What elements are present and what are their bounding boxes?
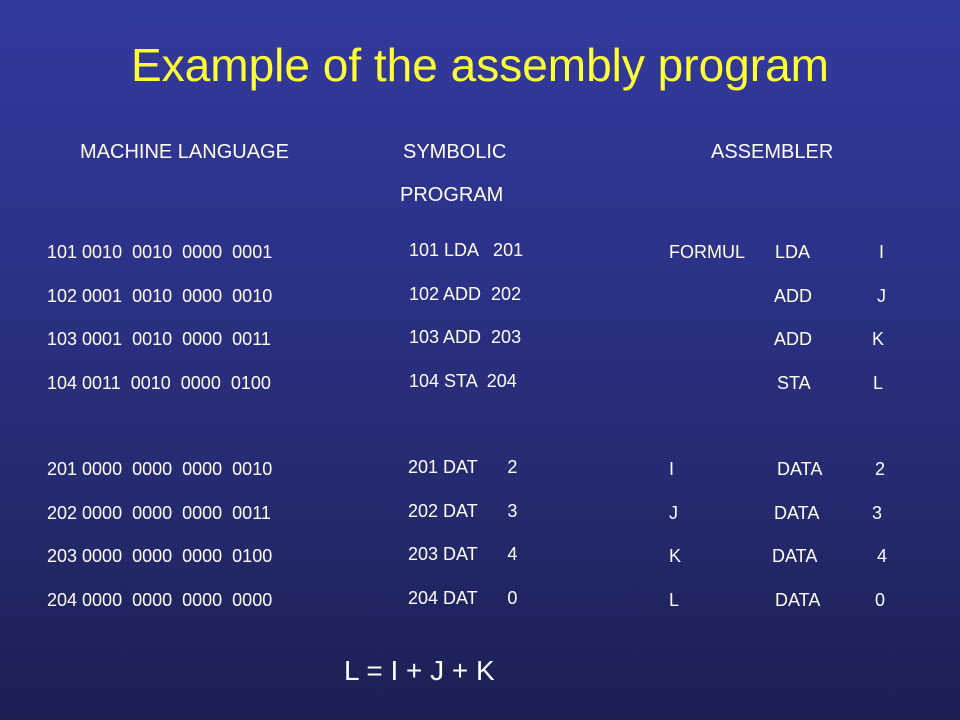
assembler-label: FORMUL xyxy=(669,242,745,262)
machine-row: 103 0001 0010 0000 0011 xyxy=(47,329,271,349)
machine-row: 204 0000 0000 0000 0000 xyxy=(47,590,273,610)
assembler-label: J xyxy=(669,503,678,523)
assembler-op: DATA xyxy=(775,590,821,610)
assembler-arg: 3 xyxy=(872,503,883,523)
header-assembler: ASSEMBLER xyxy=(711,141,834,163)
symbolic-row: 103 ADD 203 xyxy=(409,327,522,347)
assembler-label: K xyxy=(669,546,682,566)
assembler-arg: J xyxy=(877,286,886,306)
assembler-op: ADD xyxy=(774,286,813,306)
machine-row: 201 0000 0000 0000 0010 xyxy=(47,459,273,479)
machine-row: 102 0001 0010 0000 0010 xyxy=(47,286,273,306)
assembler-op: DATA xyxy=(777,459,823,479)
formula: L = I + J + K xyxy=(344,655,495,686)
header-program: PROGRAM xyxy=(400,184,504,206)
assembler-op: DATA xyxy=(772,546,818,566)
symbolic-row: 203 DAT 4 xyxy=(408,544,518,564)
assembler-op: DATA xyxy=(774,503,820,523)
symbolic-row: 102 ADD 202 xyxy=(409,284,522,304)
symbolic-row: 202 DAT 3 xyxy=(408,501,518,521)
assembler-arg: 2 xyxy=(875,459,886,479)
machine-row: 203 0000 0000 0000 0100 xyxy=(47,546,273,566)
assembler-arg: I xyxy=(879,242,885,262)
assembler-arg: 4 xyxy=(877,546,888,566)
machine-row: 101 0010 0010 0000 0001 xyxy=(47,242,273,262)
symbolic-row: 104 STA 204 xyxy=(409,371,517,391)
assembler-arg: L xyxy=(873,373,884,393)
machine-row: 202 0000 0000 0000 0011 xyxy=(47,503,271,523)
assembler-op: ADD xyxy=(774,329,813,349)
slide-title: Example of the assembly program xyxy=(131,39,829,91)
symbolic-row: 101 LDA 201 xyxy=(409,240,524,260)
assembler-label: I xyxy=(669,459,675,479)
assembler-label: L xyxy=(669,590,680,610)
symbolic-row: 204 DAT 0 xyxy=(408,588,518,608)
assembler-op: STA xyxy=(777,373,811,393)
assembler-arg: 0 xyxy=(875,590,886,610)
machine-row: 104 0011 0010 0000 0100 xyxy=(47,373,271,393)
assembler-op: LDA xyxy=(775,242,811,262)
symbolic-row: 201 DAT 2 xyxy=(408,457,518,477)
assembler-arg: K xyxy=(872,329,885,349)
header-machine-language: MACHINE LANGUAGE xyxy=(80,141,289,163)
header-symbolic: SYMBOLIC xyxy=(403,141,507,163)
